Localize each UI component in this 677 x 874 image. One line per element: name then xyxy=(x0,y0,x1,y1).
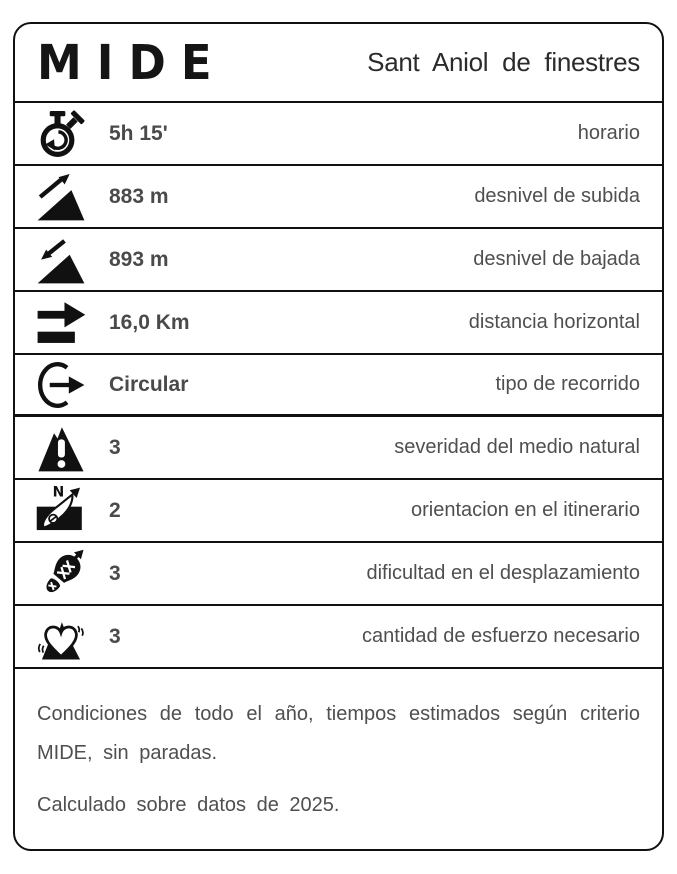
row-value: 3 xyxy=(109,435,121,459)
row-label: severidad del medio natural xyxy=(394,436,640,458)
mide-card xyxy=(13,22,664,851)
svg-text:N: N xyxy=(52,484,65,500)
row-label: desnivel de subida xyxy=(474,185,640,207)
row-label: distancia horizontal xyxy=(468,311,640,333)
effort-icon xyxy=(31,611,91,663)
row-distancia xyxy=(15,292,662,355)
distance-icon xyxy=(31,297,91,349)
row-value: 893 m xyxy=(109,247,169,271)
orientation-icon xyxy=(31,485,91,537)
mide-logo: MIDE xyxy=(37,34,227,91)
row-label: orientacion en el itinerario xyxy=(410,499,640,521)
row-label: dificultad en el desplazamiento xyxy=(366,562,640,584)
difficulty-icon xyxy=(31,548,91,600)
ascent-icon xyxy=(31,171,91,223)
severity-icon xyxy=(31,422,91,474)
row-horario xyxy=(15,103,662,166)
row-subida xyxy=(15,166,662,229)
row-label: horario xyxy=(577,122,640,144)
row-tipo-recorrido xyxy=(15,355,662,417)
footer-calculated-text: Calculado sobre datos de 2025. xyxy=(37,794,340,816)
card-header xyxy=(15,24,662,103)
row-value: 5h 15' xyxy=(109,121,168,145)
row-value: Circular xyxy=(109,372,189,396)
row-orientacion xyxy=(15,480,662,543)
card-footer xyxy=(15,669,662,849)
row-value: 3 xyxy=(109,561,121,585)
row-dificultad xyxy=(15,543,662,606)
row-label: tipo de recorrido xyxy=(495,373,640,395)
row-value: 3 xyxy=(109,624,121,648)
row-severidad xyxy=(15,417,662,480)
row-bajada xyxy=(15,229,662,292)
descent-icon xyxy=(31,234,91,286)
row-value: 883 m xyxy=(109,184,169,208)
row-value: 16,0 Km xyxy=(109,310,190,334)
footer-conditions-text: Condiciones de todo el año, tiempos estimados según criterio MIDE, sin paradas. xyxy=(37,703,640,764)
row-value: 2 xyxy=(109,498,121,522)
timer-icon xyxy=(31,108,91,160)
row-esfuerzo xyxy=(15,606,662,669)
route-title: Sant Aniol de finestres xyxy=(367,47,640,77)
row-label: cantidad de esfuerzo necesario xyxy=(362,625,640,647)
row-label: desnivel de bajada xyxy=(473,248,640,270)
circular-route-icon xyxy=(31,359,91,411)
